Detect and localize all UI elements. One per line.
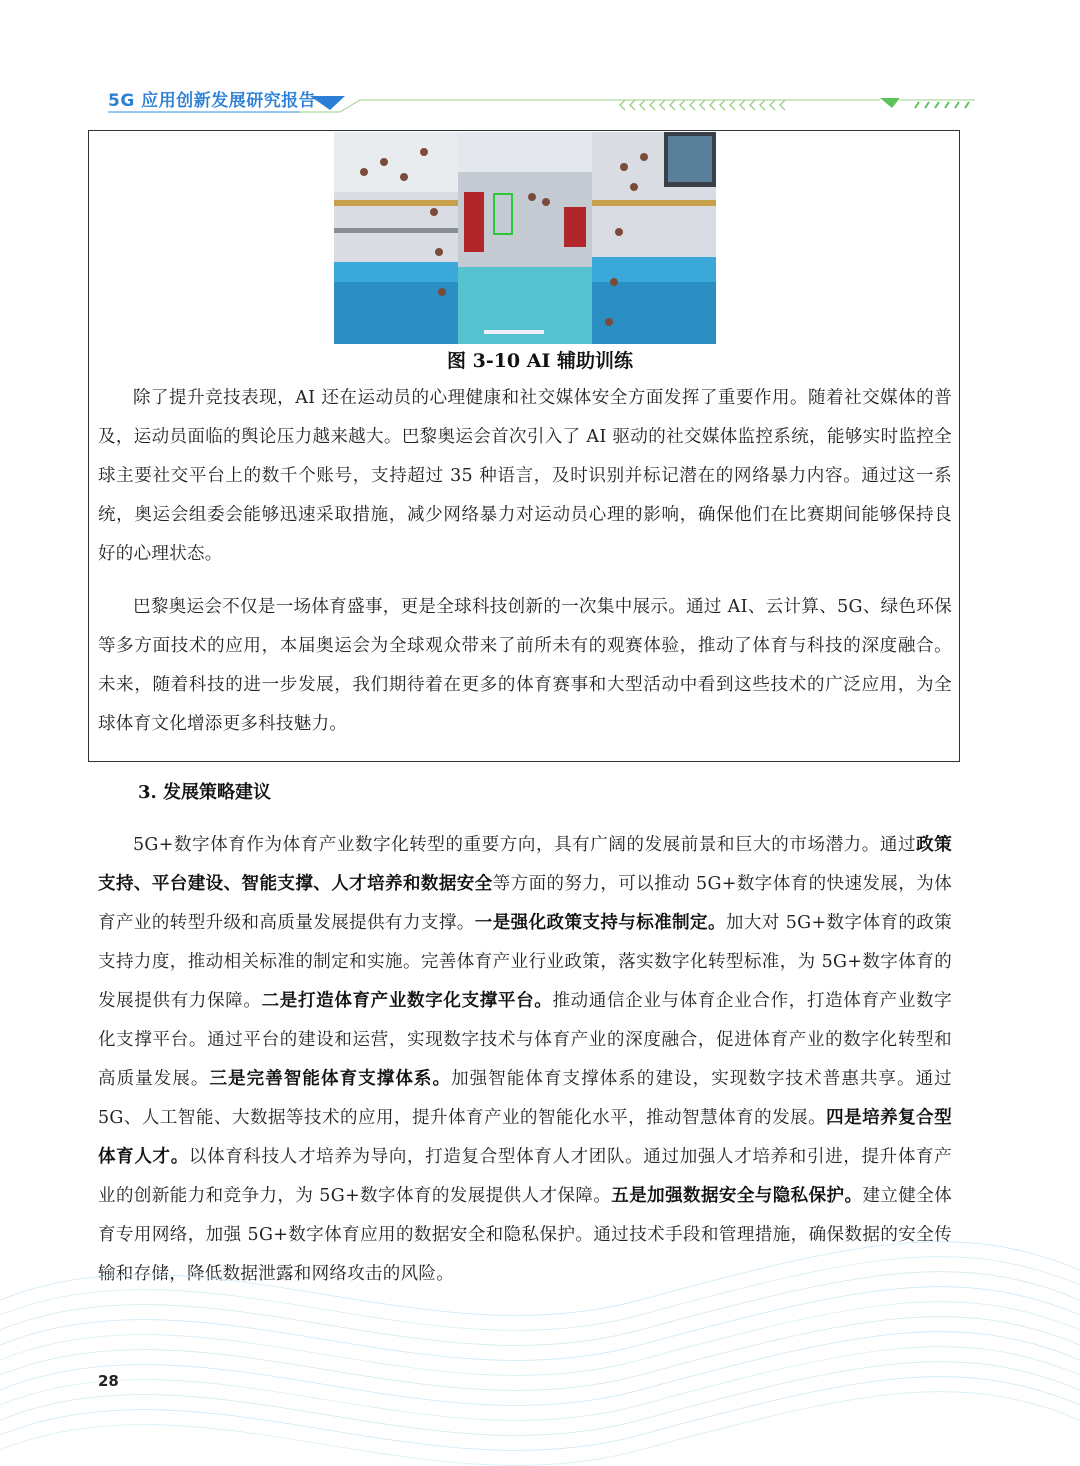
body-bold-text: 五是加强数据安全与隐私保护。	[611, 1186, 863, 1206]
figure-caption: 图 3-10 AI 辅助训练	[446, 350, 634, 372]
diving-training-photo-icon	[334, 132, 716, 344]
slash-pattern-icon	[915, 102, 969, 108]
report-title: 5G 应用创新发展研究报告	[108, 91, 317, 111]
body-bold-text: 二是打造体育产业数字化支撑平台。	[261, 991, 553, 1011]
body-text: 等方面的努力，可以推动 5G+数字体育的快速发展，为体育产业的转型升级和高质量发展提供有力支撑。	[98, 874, 952, 933]
body-bold-text: 三是完善智能体育支撑体系。	[209, 1069, 452, 1089]
body-bold-text: 一是强化政策支持与标准制定。	[474, 913, 726, 933]
box-paragraph-1: 除了提升竞技表现，AI 还在运动员的心理健康和社交媒体安全方面发挥了重要作用。随着社交媒体的普及，运动员面临的舆论压力越来越大。巴黎奥运会首次引入了 AI 驱动的社交媒体监控系统，能够实时监控全球主要社交平台上的数千个账号，支持超过 35 种语言，及时识别并标记潜在的网络暴力内容。通过这一系统，奥运会组委会能够迅速采取措施，减少网络暴力对运动员心理的影响，确保他们在比赛期间能够保持良好的心理状态。	[98, 388, 952, 564]
background-waves-icon	[0, 1100, 1080, 1466]
chevron-pattern-icon	[620, 100, 785, 110]
body-text: 加强智能体育支撑体系的建设，实现数字技术普惠共享。通过 5G、人工智能、大数据等技术的应用，提升体育产业的智能化水平，推动智慧体育的发展。	[98, 1069, 952, 1128]
page-number: 28	[98, 1372, 119, 1390]
body-text: 加大对 5G+数字体育的政策支持力度，推动相关标准的制定和实施。完善体育产业行业政策，落实数字化转型标准，为 5G+数字体育的发展提供有力保障。	[98, 913, 952, 1011]
body-bold-text: 政策支持、平台建设、智能支撑、人才培养和数据安全	[98, 835, 952, 894]
box-paragraph-2: 巴黎奥运会不仅是一场体育盛事，更是全球科技创新的一次集中展示。通过 AI、云计算、5G、绿色环保等多方面技术的应用，本届奥运会为全球观众带来了前所未有的观赛体验，推动了体育与科技的深度融合。未来，随着科技的进一步发展，我们期待着在更多的体育赛事和大型活动中看到这些技术的广泛应用，为全球体育文化增添更多科技魅力。	[98, 597, 952, 734]
body-text: 建立健全体育专用网络，加强 5G+数字体育应用的数据安全和隐私保护。通过技术手段和管理措施，确保数据的安全传输和存储，降低数据泄露和网络攻击的风险。	[98, 1186, 952, 1284]
body-bold-text: 四是培养复合型体育人才。	[98, 1108, 952, 1167]
diving-training-photo	[334, 132, 716, 344]
body-text: 以体育科技人才培养为导向，打造复合型体育人才团队。通过加强人才培养和引进，提升体育产业的创新能力和竞争力，为 5G+数字体育的发展提供人才保障。	[98, 1147, 952, 1206]
body-text: 推动通信企业与体育企业合作，打造体育产业数字化支撑平台。通过平台的建设和运营，实现数字技术与体育产业的深度融合，促进体育产业的数字化转型和高质量发展。	[98, 991, 952, 1089]
body-text: 5G+数字体育作为体育产业数字化转型的重要方向，具有广阔的发展前景和巨大的市场潜力。通过	[133, 835, 917, 855]
section-heading: 3. 发展策略建议	[138, 782, 272, 803]
